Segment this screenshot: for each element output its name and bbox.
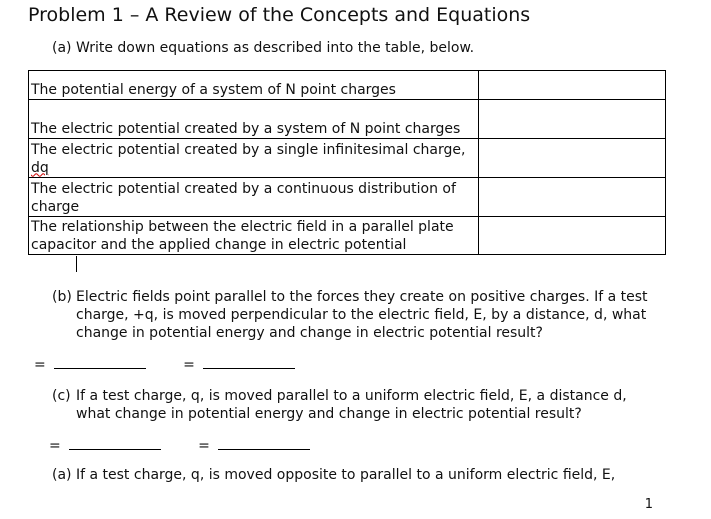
equals-sign: = [183,357,195,373]
answer-cell[interactable] [479,178,666,217]
part-a-label: (a) [52,40,72,56]
row-description [29,139,479,178]
equals-sign: = [198,438,210,454]
answer-cell[interactable] [479,71,666,100]
equals-sign: = [34,357,46,373]
part-c-answer-line [49,436,310,454]
answer-cell[interactable] [479,217,666,255]
table-row [29,71,666,100]
part-d-label: (a) [52,467,72,483]
row-description-text: The electric potential created by a single infinitesimal charge, [31,142,466,158]
page-number: 1 [644,497,653,512]
part-d-text: If a test charge, q, is moved opposite to parallel to a uniform electric field, E, [76,467,616,483]
answer-cell[interactable] [479,100,666,139]
row-description: The relationship between the electric field in a parallel plate capacitor and the applied change in electric potential [29,217,479,255]
answer-blank[interactable] [54,355,146,369]
part-b-label: (b) [52,289,72,305]
row-description: The potential energy of a system of N point charges [29,71,479,100]
part-c-label: (c) [52,388,71,404]
table-row [29,100,666,139]
page-title: Problem 1 – A Review of the Concepts and Equations [28,4,531,26]
answer-blank[interactable] [69,436,161,450]
row-description: The electric potential created by a system of N point charges [29,100,479,139]
answer-cell[interactable] [479,139,666,178]
part-c-text: If a test charge, q, is moved parallel to a uniform electric field, E, a distance d, what change in potential energy and change in electric potential result? [76,388,627,422]
table-row [29,217,666,255]
answer-blank[interactable] [218,436,310,450]
answer-blank[interactable] [203,355,295,369]
equals-sign: = [49,438,61,454]
part-a-text: Write down equations as described into the table, below. [76,40,475,56]
part-b-text: Electric fields point parallel to the forces they create on positive charges. If a test charge, +q, is moved perpendicular to the electric field, E, by a distance, d, what change in potential energy and change in electric potential result? [76,289,648,341]
spellcheck-word: dq [31,159,49,176]
row-description: The electric potential created by a continuous distribution of charge [29,178,479,217]
table-row [29,178,666,217]
table-row [29,139,666,178]
text-cursor [76,256,77,272]
part-b-answer-line [34,355,295,373]
equations-table [28,70,666,255]
